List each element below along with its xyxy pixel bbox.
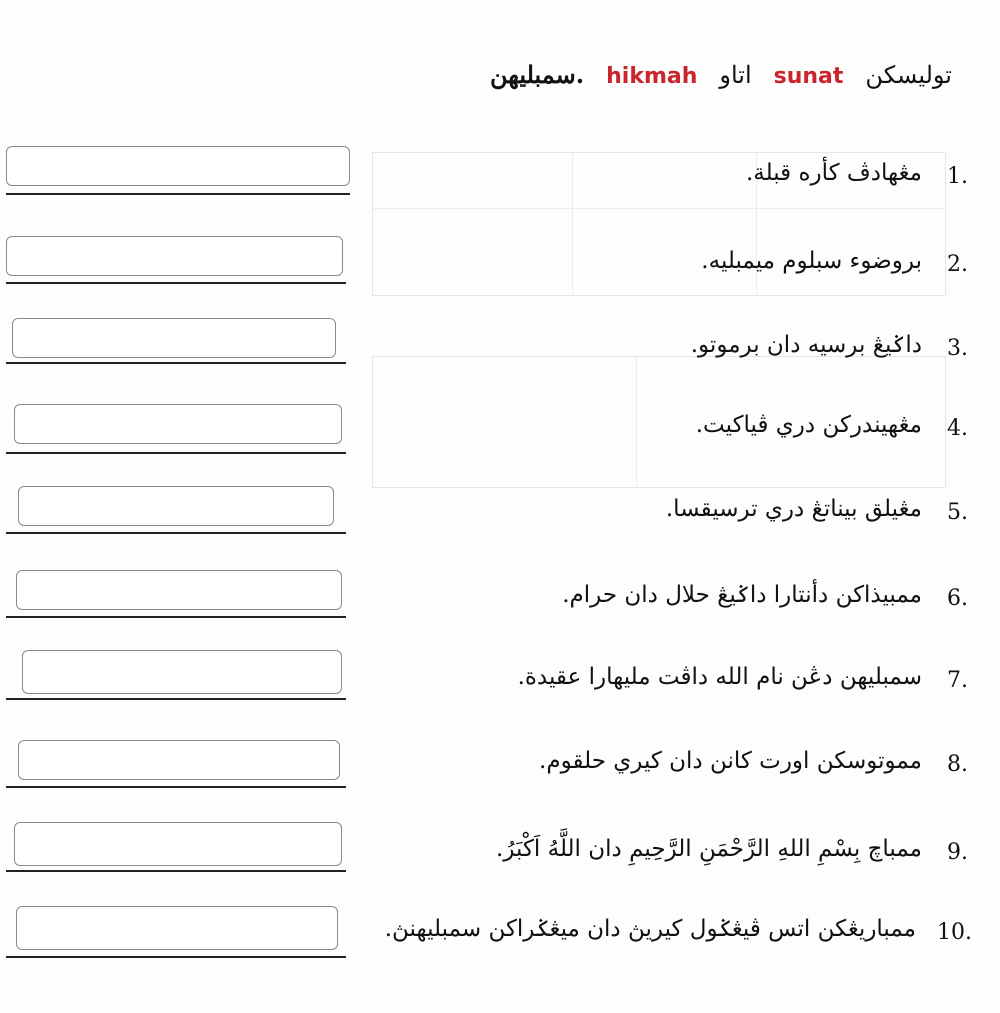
question-text-3: داݢيڠ برسيه دان برموتو. — [690, 332, 922, 358]
question-number-9: 9. — [947, 840, 968, 865]
question-row-9 — [0, 822, 1000, 882]
instruction-option-sunat: sunat — [773, 64, 844, 89]
answer-underline-2 — [6, 282, 346, 284]
answer-box-1[interactable] — [6, 146, 350, 186]
answer-box-10[interactable] — [16, 906, 338, 950]
question-number-4: 4. — [947, 416, 968, 441]
question-number-10: 10. — [937, 920, 972, 945]
answer-box-4[interactable] — [14, 404, 342, 444]
question-number-3: 3. — [947, 336, 968, 361]
answer-underline-9 — [6, 870, 346, 872]
instruction-connector: اتاو — [719, 61, 752, 89]
answer-underline-5 — [6, 532, 346, 534]
question-row-5 — [0, 486, 1000, 546]
question-text-10: ممباريڠكن اتس ڤيڠݢول كيريڽ دان ميڠݢراكن سمبليهنڽ. — [384, 916, 916, 942]
question-number-8: 8. — [947, 752, 968, 777]
instruction-lead: توليسكن — [865, 61, 952, 89]
question-row-2 — [0, 236, 1000, 296]
answer-box-3[interactable] — [12, 318, 336, 358]
question-text-2: بروضوء سبلوم ميمبليه. — [701, 248, 922, 274]
instruction-option-hikmah: hikmah — [606, 64, 698, 89]
background-bleed-divider — [372, 208, 944, 209]
question-row-3 — [0, 318, 1000, 378]
answer-underline-6 — [6, 616, 346, 618]
question-text-6: ممبيذاكن دأنتارا داݢيڠ حلال دان حرام. — [562, 582, 922, 608]
answer-box-6[interactable] — [16, 570, 342, 610]
question-number-5: 5. — [947, 500, 968, 525]
answer-box-9[interactable] — [14, 822, 342, 866]
question-text-9: ممباچ بِسْمِ اللهِ الرَّحْمَنِ الرَّحِيمِ دان اللَّهُ اَكْبَرُ. — [496, 836, 922, 862]
question-text-5: مڠيلق بيناتڠ دري ترسيقسا. — [665, 496, 922, 522]
answer-box-7[interactable] — [22, 650, 342, 694]
answer-underline-3 — [6, 362, 346, 364]
answer-box-5[interactable] — [18, 486, 334, 526]
question-number-6: 6. — [947, 586, 968, 611]
answer-underline-4 — [6, 452, 346, 454]
answer-underline-7 — [6, 698, 346, 700]
question-text-4: مڠهيندركن دري ڤياكيت. — [695, 412, 922, 438]
question-number-1: 1. — [947, 164, 968, 189]
question-row-7 — [0, 650, 1000, 710]
question-row-8 — [0, 740, 1000, 800]
answer-box-2[interactable] — [6, 236, 343, 276]
question-number-7: 7. — [947, 668, 968, 693]
answer-box-8[interactable] — [18, 740, 340, 780]
question-row-10 — [0, 906, 1000, 966]
question-text-1: مڠهادڤ كأره قبلة. — [745, 160, 922, 186]
question-row-1 — [0, 146, 1000, 206]
answer-underline-8 — [6, 786, 346, 788]
instruction-tail: سمبليهن. — [490, 60, 585, 89]
answer-underline-10 — [6, 956, 346, 958]
question-text-8: مموتوسكن اورت كانن دان كيري حلقوم. — [539, 748, 922, 774]
question-text-7: سمبليهن دڠن نام الله داڤت مليهارا عقيدة. — [517, 664, 922, 690]
question-row-6 — [0, 570, 1000, 630]
question-row-4 — [0, 404, 1000, 464]
answer-underline-1 — [6, 193, 350, 195]
instruction-line — [490, 60, 952, 89]
question-number-2: 2. — [947, 252, 968, 277]
